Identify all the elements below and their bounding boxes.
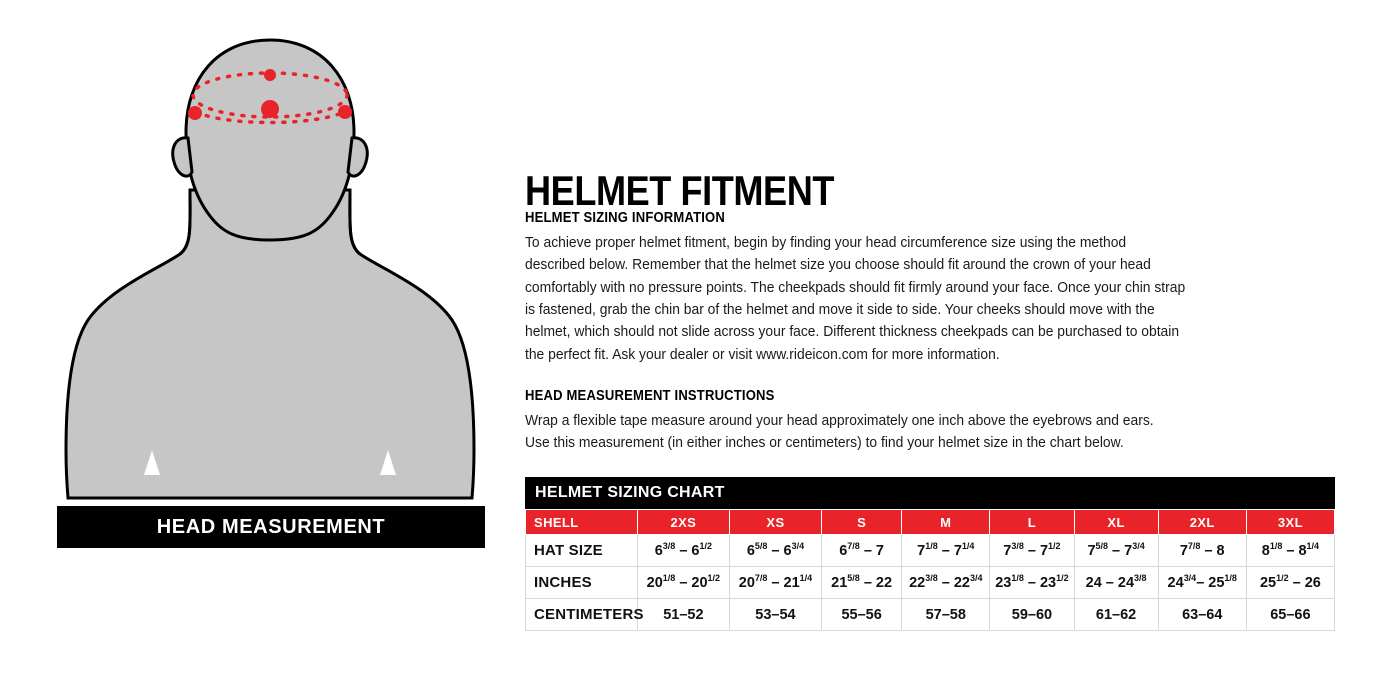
column-header-xl: XL <box>1074 510 1158 535</box>
measurement-instructions-heading: HEAD MEASUREMENT INSTRUCTIONS <box>525 388 775 404</box>
table-cell: $7^{5/8} - 7^{3/4}$ <box>1074 535 1158 567</box>
table-cell: $8^{1/8} - 8^{1/4}$ <box>1246 535 1334 567</box>
table-cell: $21^{5/8} - 22$ <box>822 567 902 599</box>
table-row <box>526 599 1335 631</box>
table-cell: $7^{7/8} - 8$ <box>1158 535 1246 567</box>
table-row <box>526 567 1335 599</box>
column-header-l: L <box>990 510 1074 535</box>
table-cell: 63–64 <box>1158 599 1246 631</box>
table-cell: $20^{7/8} - 21^{1/4}$ <box>729 567 821 599</box>
table-cell: 51–52 <box>637 599 729 631</box>
chart-title: HELMET SIZING CHART <box>525 477 1335 509</box>
section-measurement-instructions <box>525 388 1225 469</box>
table-header-row <box>526 510 1335 535</box>
measurement-instructions-body: Wrap a flexible tape measure around your head approximately one inch above the eyebrows and ears. Use this measurement (in either inches or centimeters) to find your helmet size in the chart below. <box>525 413 1154 452</box>
table-cell: $7^{3/8} - 7^{1/2}$ <box>990 535 1074 567</box>
row-label: HAT SIZE <box>526 535 638 567</box>
row-label: INCHES <box>526 567 638 599</box>
table-cell: 65–66 <box>1246 599 1334 631</box>
table-cell: 57–58 <box>902 599 990 631</box>
table-cell: $22^{3/8} - 22^{3/4}$ <box>902 567 990 599</box>
table-cell: $20^{1/8} - 20^{1/2}$ <box>637 567 729 599</box>
helmet-sizing-chart <box>525 477 1335 631</box>
head-measurement-illustration <box>0 0 520 686</box>
column-header-shell: SHELL <box>526 510 638 535</box>
table-cell: 55–56 <box>822 599 902 631</box>
head-measurement-caption: HEAD MEASUREMENT <box>57 506 485 548</box>
silhouette-figure-icon <box>40 20 500 520</box>
column-header-2xs: 2XS <box>637 510 729 535</box>
table-cell: 53–54 <box>729 599 821 631</box>
table-cell: $6^{7/8} - 7$ <box>822 535 902 567</box>
table-cell: $6^{5/8} - 6^{3/4}$ <box>729 535 821 567</box>
column-header-s: S <box>822 510 902 535</box>
table-cell: $25^{1/2} - 26$ <box>1246 567 1334 599</box>
column-header-m: M <box>902 510 990 535</box>
page-title: HELMET FITMENT <box>525 167 834 215</box>
fitment-content <box>525 0 1375 686</box>
table-cell: $23^{1/8} - 23^{1/2}$ <box>990 567 1074 599</box>
column-header-3xl: 3XL <box>1246 510 1334 535</box>
table-cell: $24^{3/4}-$ $25^{1/8}$ <box>1158 567 1246 599</box>
column-header-2xl: 2XL <box>1158 510 1246 535</box>
row-label: CENTIMETERS <box>526 599 638 631</box>
column-header-xs: XS <box>729 510 821 535</box>
table-cell: $6^{3/8} - 6^{1/2}$ <box>637 535 729 567</box>
table-row <box>526 535 1335 567</box>
table-cell: 61–62 <box>1074 599 1158 631</box>
section-sizing-information <box>525 210 1225 381</box>
table-cell: $24 - 24^{3/8}$ <box>1074 567 1158 599</box>
sizing-table <box>525 509 1335 631</box>
table-cell: 59–60 <box>990 599 1074 631</box>
table-cell: $7^{1/8} - 7^{1/4}$ <box>902 535 990 567</box>
sizing-information-heading: HELMET SIZING INFORMATION <box>525 210 725 226</box>
sizing-information-body: To achieve proper helmet fitment, begin by finding your head circumference size using the method described below. Remember that the helmet size you choose should fit around the crown of your head comfortably with no pressure points. The cheekpads should fit firmly around your face. Once your chin strap is fastened, grab the chin bar of the helmet and move it side to side. Your cheeks should move with the helmet, which should not slide across your face. Different thickness cheekpads can be purchased to obtain the perfect fit. Ask your dealer or visit www.rideicon.com for more information. <box>525 235 1186 363</box>
